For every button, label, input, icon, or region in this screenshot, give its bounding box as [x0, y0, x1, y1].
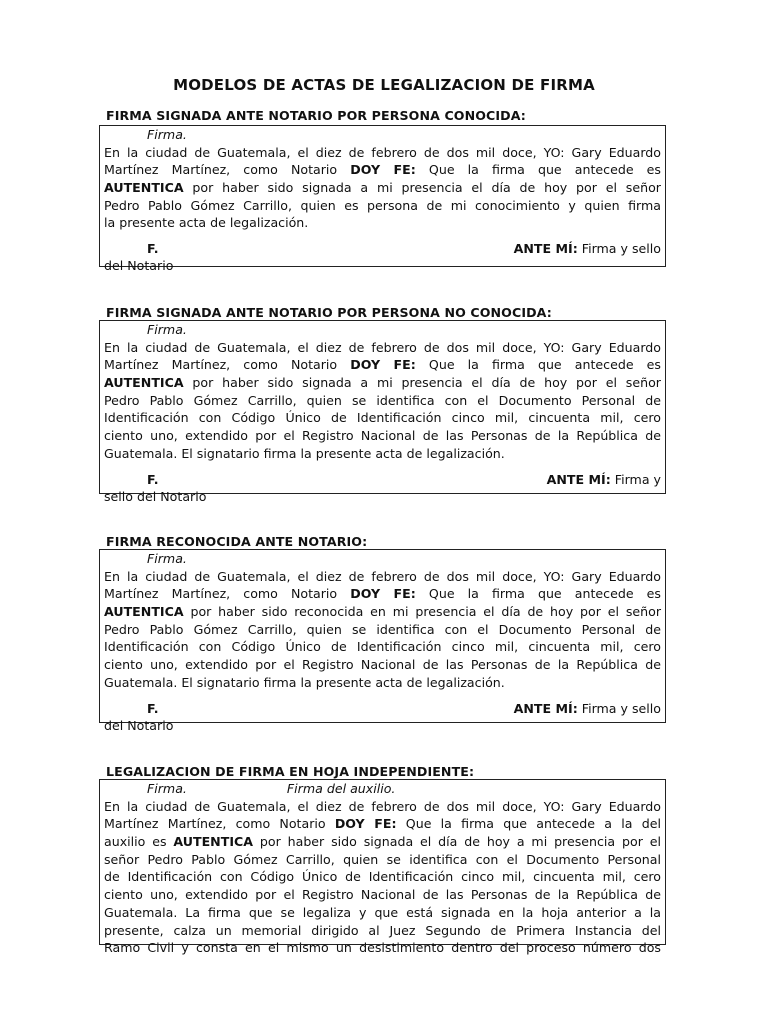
text-line: En la ciudad de Guatemala, el diez de febrero de dos mil doce, YO: Gary Eduardo	[104, 798, 661, 814]
signature-f: F.	[147, 700, 159, 716]
text-line: AUTENTICA por haber sido signada a mi presencia el día de hoy por el señor	[104, 375, 661, 391]
notary-seal-text: del Notario	[104, 258, 174, 274]
firma-label: Firma.	[147, 551, 187, 566]
text-line: Guatemala. La firma que se legaliza y que está signada en la hoja anterior a la	[104, 904, 661, 920]
text-line: En la ciudad de Guatemala, el diez de febrero de dos mil doce, YO: Gary Eduardo	[104, 339, 661, 355]
notary-seal-text: sello del Notario	[104, 488, 207, 504]
text-line: la presente acta de legalización.	[104, 215, 309, 231]
section-heading: FIRMA RECONOCIDA ANTE NOTARIO:	[106, 534, 368, 549]
text-line: Martínez Martínez, como Notario DOY FE: Que la firma que antecede es	[104, 586, 661, 602]
act-box-persona-no-conocida	[99, 320, 666, 504]
text-line: AUTENTICA por haber sido signada a mi presencia el día de hoy por el señor	[104, 180, 661, 196]
text-line: de Identificación con Código Único de Identificación cinco mil, cincuenta mil, cero	[104, 869, 661, 885]
text-line: Identificación con Código Único de Identificación cinco mil, cincuenta mil, cero	[104, 410, 661, 426]
text-line: Martínez Martínez, como Notario DOY FE: Que la firma que antecede es	[104, 162, 661, 178]
section-heading: FIRMA SIGNADA ANTE NOTARIO POR PERSONA NO CONOCIDA:	[106, 305, 552, 320]
text-line: ciento uno, extendido por el Registro Nacional de las Personas de la República de	[104, 657, 661, 673]
text-line: AUTENTICA por haber sido reconocida en mi presencia el día de hoy por el señor	[104, 604, 661, 620]
act-box-hoja-independiente	[99, 779, 666, 956]
section-heading: LEGALIZACION DE FIRMA EN HOJA INDEPENDIENTE:	[106, 764, 475, 779]
notary-seal-text: del Notario	[104, 717, 174, 733]
act-box-persona-conocida	[99, 125, 666, 274]
text-line: Martínez Martínez, como Notario DOY FE: Que la firma que antecede es	[104, 357, 661, 373]
text-line: Pedro Pablo Gómez Carrillo, quien se identifica con el Documento Personal de	[104, 392, 661, 408]
text-line: Pedro Pablo Gómez Carrillo, quien es persona de mi conocimiento y quien firma	[104, 197, 661, 213]
text-line: ciento uno, extendido por el Registro Nacional de las Personas de la República de	[104, 887, 661, 903]
firma-label: Firma. Firma del auxilio.	[147, 781, 396, 796]
text-line: Guatemala. El signatario firma la presente acta de legalización.	[104, 445, 505, 461]
ante-mi-label: ANTE MÍ: Firma y sello	[513, 241, 661, 257]
ante-mi-label: ANTE MÍ: Firma y	[546, 471, 661, 487]
firma-label: Firma.	[147, 127, 187, 142]
text-line: Martínez Martínez, como Notario DOY FE: Que la firma que antecede a la del	[104, 816, 661, 832]
text-line: presente, calza un memorial dirigido al Juez Segundo de Primera Instancia del	[104, 922, 661, 938]
ante-mi-label: ANTE MÍ: Firma y sello	[513, 700, 661, 716]
text-line: auxilio es AUTENTICA por haber sido signada el día de hoy a mi presencia por el	[104, 834, 661, 850]
signature-f: F.	[147, 471, 159, 487]
signature-row	[104, 471, 661, 488]
text-line: Guatemala. El signatario firma la presente acta de legalización.	[104, 674, 505, 690]
firma-label: Firma.	[147, 322, 187, 337]
text-line: Pedro Pablo Gómez Carrillo, quien se identifica con el Documento Personal de	[104, 621, 661, 637]
act-box-firma-reconocida	[99, 549, 666, 733]
text-line: ciento uno, extendido por el Registro Nacional de las Personas de la República de	[104, 428, 661, 444]
section-heading: FIRMA SIGNADA ANTE NOTARIO POR PERSONA CONOCIDA:	[106, 108, 526, 123]
text-line: señor Pedro Pablo Gómez Carrillo, quien se identifica con el Documento Personal	[104, 851, 661, 867]
document-title: MODELOS DE ACTAS DE LEGALIZACION DE FIRMA	[173, 76, 595, 94]
firma-auxilio-label: Firma del auxilio.	[286, 781, 396, 796]
signature-row	[104, 700, 661, 717]
text-line: En la ciudad de Guatemala, el diez de febrero de dos mil doce, YO: Gary Eduardo	[104, 144, 661, 160]
text-line: Ramo Civil y consta en el mismo un desistimiento dentro del proceso número dos	[104, 940, 661, 956]
text-line: En la ciudad de Guatemala, el diez de febrero de dos mil doce, YO: Gary Eduardo	[104, 568, 661, 584]
signature-row	[104, 240, 661, 257]
signature-f: F.	[147, 241, 159, 257]
text-line: Identificación con Código Único de Identificación cinco mil, cincuenta mil, cero	[104, 639, 661, 655]
